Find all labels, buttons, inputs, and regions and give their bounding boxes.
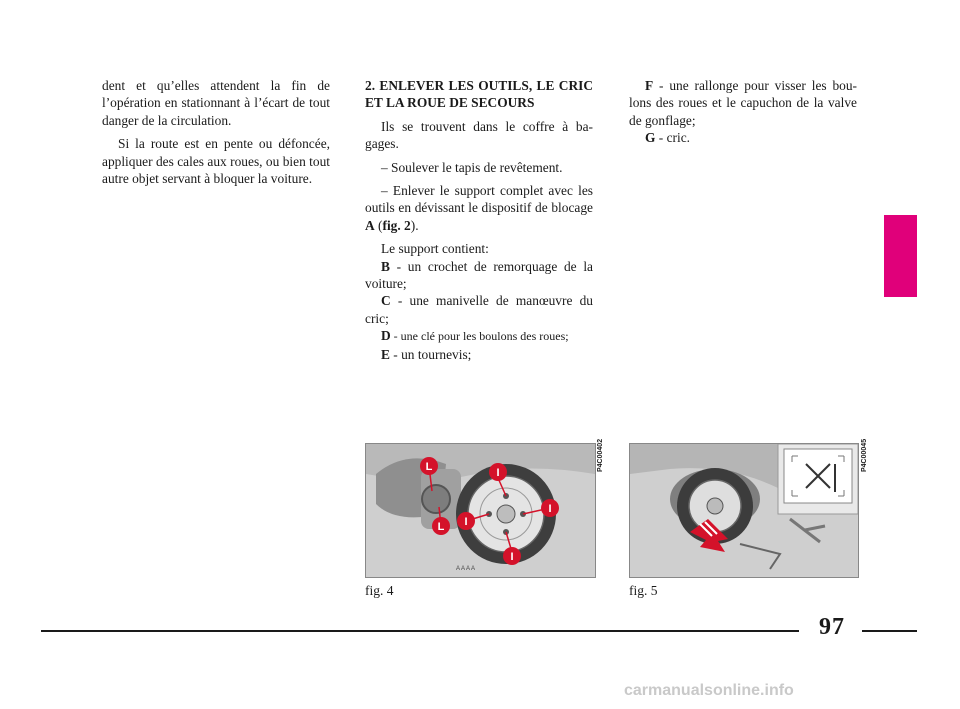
figure-code: P4C00045	[861, 438, 868, 472]
section-heading: 2. ENLEVER LES OUTILS, LE CRIC ET LA ROUE DE SECOURS	[365, 78, 593, 111]
callout-label: L	[437, 521, 445, 533]
list-item-text: - une clé pour les boulons des roues;	[390, 329, 569, 344]
list-item-text: - cric.	[655, 130, 690, 146]
key-letter: A	[365, 217, 375, 233]
ref-close: ).	[410, 217, 419, 233]
paragraph: Si la route est en pente ou défoncée, appliquer des cales aux roues, ou bien tout autre objet servant à bloquer la voiture.	[102, 136, 330, 187]
figure-reference: fig. 2	[382, 217, 411, 233]
list-item	[365, 292, 593, 327]
figure-code: P4C00402	[597, 438, 604, 472]
list-item-text: - un tournevis;	[389, 346, 472, 362]
key-letter: B	[381, 258, 390, 274]
paragraph: dent et qu’elles attendent la fin de l’opération en stationnant à l’écart de tout danger de la circulation.	[102, 78, 330, 128]
figure-caption: fig. 4	[365, 583, 394, 598]
paragraph-text: – Enlever le support complet avec les outils en dévissant le dispositif de blocage	[365, 183, 593, 216]
figure-caption: fig. 5	[629, 583, 658, 598]
key-letter: E	[381, 346, 390, 362]
figure-4-illustration	[365, 443, 596, 578]
section-tab-marker	[884, 215, 917, 297]
paragraph	[365, 182, 593, 234]
page-number: 97	[819, 614, 845, 640]
callout-label: I	[464, 516, 468, 528]
paragraph: Ils se trouvent dans le coffre à ba-gages.	[365, 118, 593, 152]
paragraph: Le support contient:	[381, 241, 489, 257]
text-column-2	[365, 77, 593, 363]
text-column-3	[629, 77, 857, 147]
key-letter: D	[381, 328, 391, 344]
key-letter: C	[381, 293, 391, 309]
list-item	[365, 346, 593, 363]
figure-inline-tag: A A A A	[456, 566, 476, 572]
spare-wheel-drawing	[630, 444, 858, 577]
text-column-1	[102, 77, 330, 193]
figure-5-illustration	[629, 443, 859, 578]
ref-open: (	[374, 217, 383, 233]
key-letter: F	[645, 78, 654, 93]
footer-rule	[41, 630, 799, 632]
watermark: carmanualsonline.info	[624, 682, 794, 699]
list-item-text: - une manivelle de manœuvre du cric;	[365, 293, 593, 326]
footer-rule	[862, 630, 917, 632]
list-item	[629, 77, 857, 129]
list-item	[365, 258, 593, 293]
list-item	[365, 327, 593, 345]
callout-label: I	[496, 467, 500, 479]
callout-label: I	[510, 551, 514, 563]
callout-label: L	[425, 461, 433, 473]
list-item-text: - un crochet de remorquage de la voiture;	[365, 258, 593, 292]
key-letter: G	[645, 130, 656, 146]
list-item	[629, 129, 857, 146]
paragraph: – Soulever le tapis de revêtement.	[381, 159, 563, 175]
callout-label: I	[548, 503, 552, 515]
wheel-bolts-drawing	[366, 444, 595, 577]
list-item-text: - une rallonge pour visser les bou-lons des roues et le capuchon de la valve de gonflage;	[629, 78, 857, 128]
